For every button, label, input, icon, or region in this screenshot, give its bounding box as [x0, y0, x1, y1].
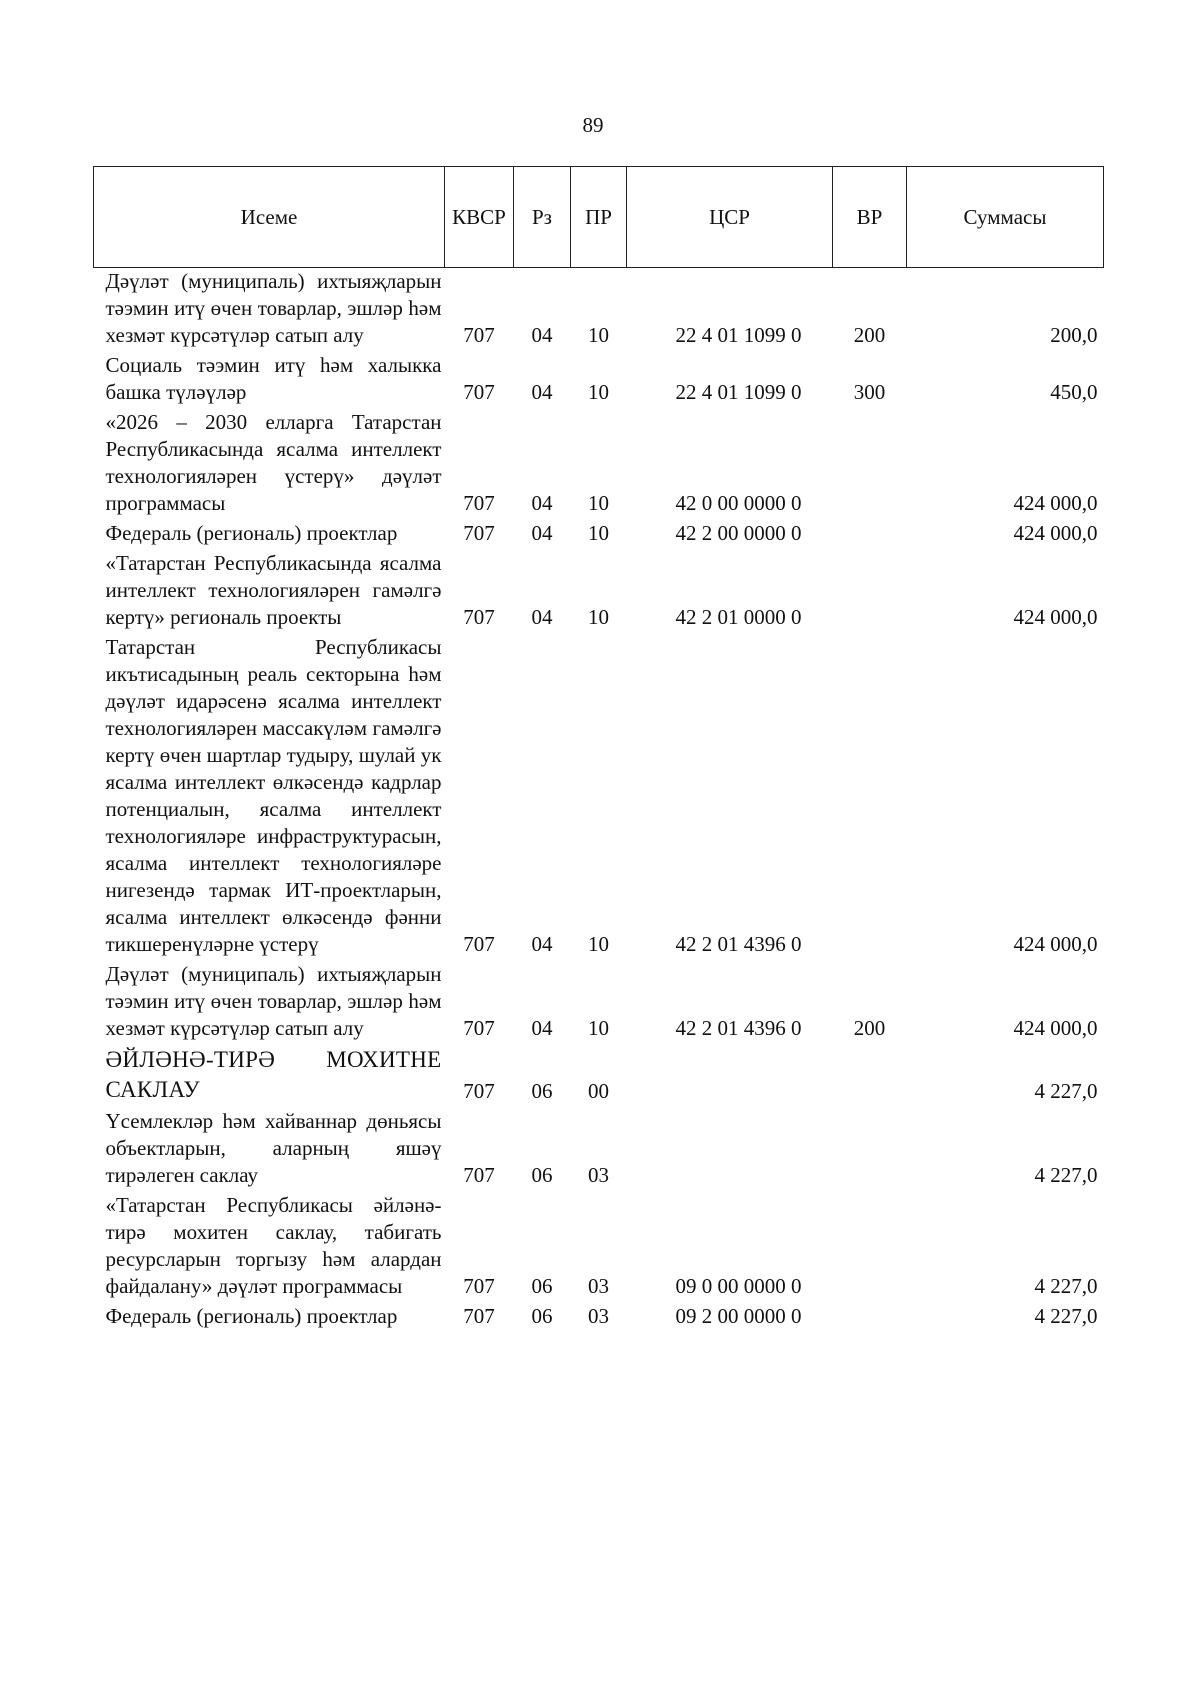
row-rz: 06 [531, 1079, 553, 1103]
row-rz: 04 [531, 521, 553, 545]
row-name: Татарстан Республикасы икътисадының реаль секторына һәм дәүләт идарәсенә ясалма интеллект технологияләрен массакүләм гамәлгә кертү өчен шартлар тудыру, шулай ук ясалма интеллект өлкәсендә кадрлар потенциалын, ясалма интеллект технологияләре инфраструктурасын, ясалма интеллект технологияләре нигезендә тармак ИТ-проектларын, ясалма интеллект өлкәсендә фәнни тикшеренүләрне үстерү [105, 635, 442, 956]
row-sum: 450,0 [1050, 380, 1098, 404]
row-vr [833, 520, 907, 550]
row-name: «Татарстан Республикасында ясалма интеллект технологияләрен гамәлгә кертү» региональ проекты [105, 551, 442, 629]
row-vr [833, 1303, 907, 1333]
row-name: Федераль (региональ) проектлар [105, 521, 398, 545]
row-sum: 424 000,0 [1013, 521, 1098, 545]
row-csr: 22 4 01 1099 0 [675, 380, 802, 404]
row-csr: 42 0 00 0000 0 [675, 491, 802, 515]
table-body [94, 268, 1104, 1334]
table-row [94, 1192, 1104, 1303]
row-sum: 4 227,0 [1034, 1304, 1098, 1328]
row-pr: 00 [588, 1079, 609, 1103]
table-row [94, 550, 1104, 634]
row-vr: 200 [853, 1016, 886, 1040]
row-name: Федераль (региональ) проектлар [105, 1304, 398, 1328]
row-rz: 06 [531, 1304, 553, 1328]
row-sum: 424 000,0 [1013, 1016, 1098, 1040]
row-name: Дәүләт (муниципаль) ихтыяҗларын тәэмин итү өчен товарлар, эшләр һәм хезмәт күрсәтүләр сатып алу [105, 269, 442, 347]
table-row-section [94, 1045, 1104, 1108]
row-kvsr: 707 [463, 932, 495, 956]
table-row [94, 961, 1104, 1045]
row-rz: 06 [531, 1163, 553, 1187]
row-pr: 10 [588, 323, 609, 347]
row-name: «Татарстан Республикасы әйләнә-тирә мохитен саклау, табигать ресурсларын торгызу һәм алардан файдалану» дәүләт программасы [105, 1193, 442, 1298]
header-pr: ПР [571, 167, 627, 268]
row-pr: 10 [588, 491, 609, 515]
row-pr: 10 [588, 380, 609, 404]
row-kvsr: 707 [463, 491, 495, 515]
row-name: Социаль тәэмин итү һәм халыкка башка түләүләр [105, 353, 442, 404]
table-row [94, 409, 1104, 520]
row-sum: 424 000,0 [1013, 605, 1098, 629]
row-kvsr: 707 [463, 1163, 495, 1187]
row-vr [833, 634, 907, 961]
row-csr: 22 4 01 1099 0 [675, 323, 802, 347]
row-rz: 06 [531, 1274, 553, 1298]
table-row [94, 1303, 1104, 1333]
row-kvsr: 707 [463, 605, 495, 629]
row-sum: 4 227,0 [1034, 1079, 1098, 1103]
row-pr: 03 [588, 1274, 609, 1298]
row-kvsr: 707 [463, 1016, 495, 1040]
row-pr: 10 [588, 521, 609, 545]
row-kvsr: 707 [463, 1079, 495, 1103]
row-rz: 04 [531, 380, 553, 404]
row-sum: 424 000,0 [1013, 491, 1098, 515]
row-kvsr: 707 [463, 380, 495, 404]
row-rz: 04 [531, 605, 553, 629]
row-csr: 42 2 01 0000 0 [675, 605, 802, 629]
table-row [94, 352, 1104, 409]
row-name: Үсемлекләр һәм хайваннар дөньясы объектларын, аларның яшәү тирәлеген саклау [105, 1109, 442, 1187]
row-rz: 04 [531, 932, 553, 956]
row-name: Дәүләт (муниципаль) ихтыяҗларын тәэмин итү өчен товарлар, эшләр һәм хезмәт күрсәтүләр сатып алу [105, 962, 442, 1040]
header-name: Исеме [94, 167, 445, 268]
budget-table [93, 166, 1104, 1333]
table-row [94, 634, 1104, 961]
row-name: ӘЙЛӘНӘ-ТИРӘ МОХИТНЕ САКЛАУ [105, 1047, 442, 1102]
header-csr: ЦСР [627, 167, 833, 268]
row-pr: 03 [588, 1304, 609, 1328]
row-pr: 03 [588, 1163, 609, 1187]
row-csr: 09 2 00 0000 0 [675, 1304, 802, 1328]
table-row [94, 520, 1104, 550]
row-sum: 424 000,0 [1013, 932, 1098, 956]
table-header [94, 167, 1104, 268]
table-row [94, 268, 1104, 353]
row-vr [833, 409, 907, 520]
row-csr: 42 2 00 0000 0 [675, 521, 802, 545]
row-kvsr: 707 [463, 1304, 495, 1328]
table-row [94, 1108, 1104, 1192]
row-vr [833, 550, 907, 634]
row-sum: 4 227,0 [1034, 1274, 1098, 1298]
page-number: 89 [582, 113, 604, 137]
row-kvsr: 707 [463, 521, 495, 545]
row-kvsr: 707 [463, 1274, 495, 1298]
row-pr: 10 [588, 1016, 609, 1040]
row-csr [627, 1108, 833, 1192]
row-sum: 200,0 [1050, 323, 1098, 347]
header-kvsr: КВСР [445, 167, 514, 268]
row-name: «2026 – 2030 елларга Татарстан Республикасында ясалма интеллект технологияләрен үстерү» дәүләт программасы [105, 410, 442, 515]
row-vr: 200 [853, 323, 886, 347]
row-vr [833, 1045, 907, 1108]
row-csr: 42 2 01 4396 0 [675, 1016, 802, 1040]
row-sum: 4 227,0 [1034, 1163, 1098, 1187]
row-pr: 10 [588, 932, 609, 956]
row-csr [627, 1045, 833, 1108]
row-csr: 42 2 01 4396 0 [675, 932, 802, 956]
row-kvsr: 707 [463, 323, 495, 347]
row-csr: 09 0 00 0000 0 [675, 1274, 802, 1298]
header-rz: Рз [514, 167, 571, 268]
row-rz: 04 [531, 491, 553, 515]
row-vr [833, 1108, 907, 1192]
row-pr: 10 [588, 605, 609, 629]
header-vr: ВР [833, 167, 907, 268]
header-sum: Суммасы [907, 167, 1104, 268]
row-rz: 04 [531, 323, 553, 347]
row-vr: 300 [853, 380, 886, 404]
row-rz: 04 [531, 1016, 553, 1040]
row-vr [833, 1192, 907, 1303]
